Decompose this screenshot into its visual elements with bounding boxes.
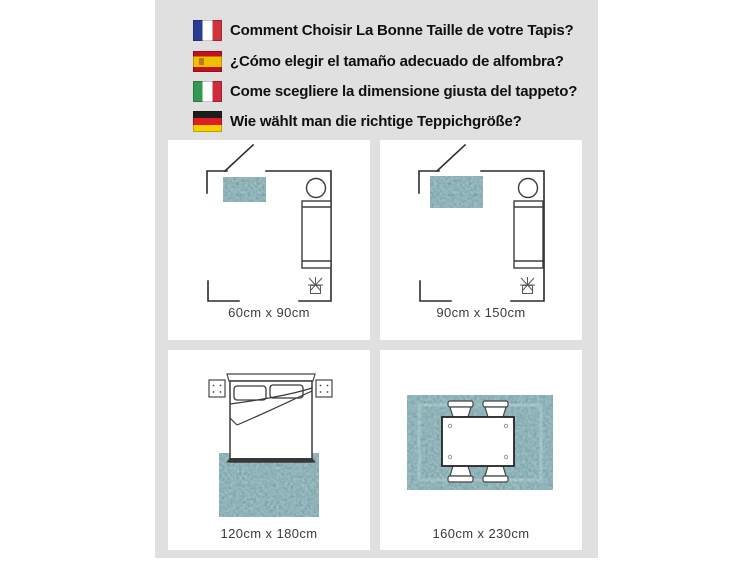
headboard — [227, 374, 315, 381]
header-row-italian — [193, 81, 577, 102]
size-label: 120cm x 180cm — [220, 526, 318, 541]
header-row-french — [193, 20, 573, 41]
footboard — [226, 458, 316, 463]
plant-icon — [308, 277, 323, 294]
panel-rug-60x90 — [168, 140, 370, 340]
panel-rug-90x150 — [380, 140, 582, 340]
size-label: 60cm x 90cm — [228, 305, 310, 320]
header-text-french: Comment Choisir La Bonne Taille de votre Tapis? — [230, 22, 574, 39]
side-table — [307, 179, 326, 198]
nightstand-right — [316, 380, 332, 397]
nightstand-left — [209, 380, 225, 397]
bed-topview-rug-diagram — [168, 350, 370, 522]
rug — [223, 177, 266, 202]
panel-rug-160x230 — [380, 350, 582, 550]
dining-table — [442, 417, 514, 466]
content-column — [155, 0, 598, 558]
side-table — [519, 179, 538, 198]
header-text-spanish: ¿Cómo elegir el tamaño adecuado de alfombra? — [230, 53, 564, 70]
header-row-german — [193, 111, 522, 132]
bed — [302, 201, 331, 268]
bedroom-floorplan-medium-rug-diagram — [380, 140, 582, 308]
chair-top-left — [448, 401, 473, 417]
bedroom-floorplan-small-rug-diagram — [168, 140, 370, 308]
header-row-spanish — [193, 51, 564, 72]
spain-coat-of-arms-icon — [199, 58, 204, 65]
bed — [514, 201, 543, 268]
rug — [430, 176, 483, 208]
panel-rug-120x180 — [168, 350, 370, 550]
germany-flag-icon — [193, 111, 222, 132]
italy-flag-icon — [193, 81, 222, 102]
header-text-german: Wie wählt man die richtige Teppichgröße? — [230, 113, 522, 130]
spain-flag-icon — [193, 51, 222, 72]
header-text-italian: Come scegliere la dimensione giusta del tappeto? — [230, 83, 578, 100]
size-label: 160cm x 230cm — [432, 526, 530, 541]
france-flag-icon — [193, 20, 222, 41]
plant-icon — [520, 277, 535, 294]
size-label: 90cm x 150cm — [436, 305, 526, 320]
dining-table-rug-diagram — [380, 350, 582, 522]
chair-top-right — [483, 401, 508, 417]
chair-bottom-left — [448, 466, 473, 482]
chair-bottom-right — [483, 466, 508, 482]
